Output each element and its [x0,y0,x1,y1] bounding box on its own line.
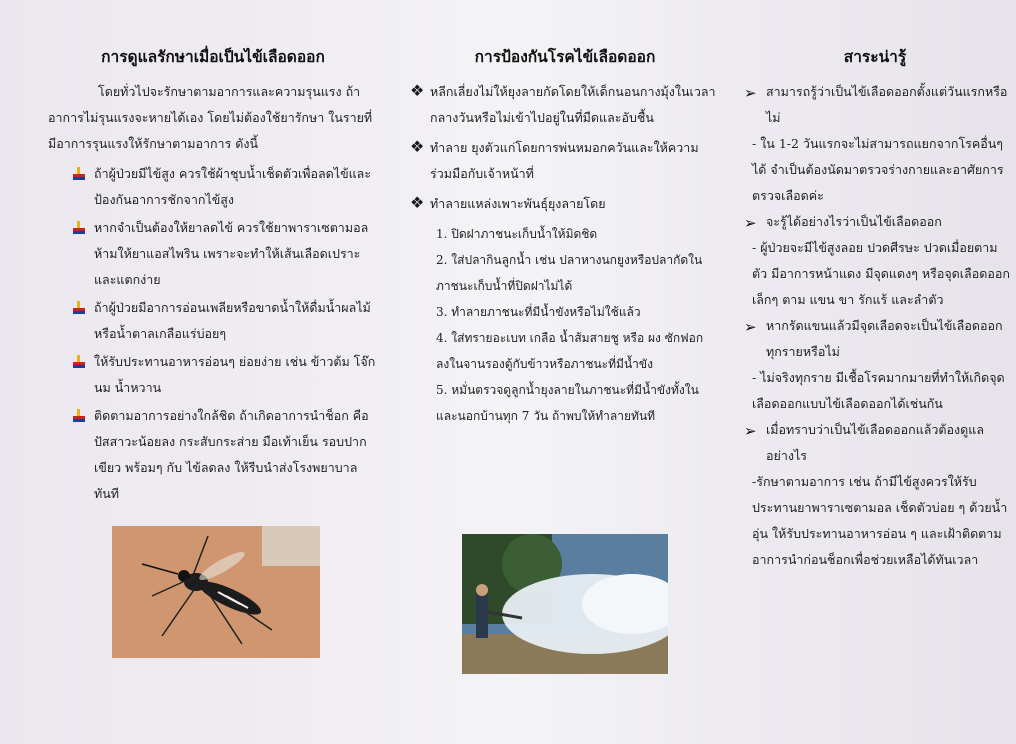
pointing-hand-icon [72,355,86,369]
breeding-step: 5. หมั่นตรวจดูลูกน้ำยุงลายในภาชนะที่มีน้ำขังทั้งในและนอกบ้านทุก 7 วัน ถ้าพบให้ทำลายทันที [436,383,699,423]
care-item [72,403,378,507]
fact-question: ➢ สามารถรู้ว่าเป็นไข้เลือดออกตั้งแต่วันแรกหรือไม่ [740,79,1010,131]
care-intro: โดยทั่วไปจะรักษาตามอาการและความรุนแรง ถ้าอาการไม่รุนแรงจะหายได้เอง โดยไม่ต้องใช้ยารักษา ในรายที่มีอาการรุนแรงให้รักษาตามอาการ ดังนี้ [48,84,373,151]
care-item [72,349,378,401]
fact-answer: - ผู้ป่วยจะมีไข้สูงลอย ปวดศีรษะ ปวดเมื่อยตามตัว มีอาการหน้าแดง มีจุดแดงๆ หรือจุดเลือดออกเล็กๆ ตาม แขน ขา รักแร้ และลำตัว [752,240,1010,307]
prevention-item-text: หลีกเลี่ยงไม่ให้ยุงลายกัดโดยให้เด็กนอนกางมุ้งในเวลากลางวันหรือไม่เข้าไปอยู่ในที่มืดและอับชื้น [430,84,716,125]
four-diamond-icon: ❖ [410,193,425,212]
breeding-step: 3. ทำลายภาชนะที่มีน้ำขังหรือไม่ใช้แล้ว [436,305,641,319]
care-list [48,161,378,507]
fact-question: ➢ เมื่อทราบว่าเป็นไข้เลือดออกแล้วต้องดูแลอย่างไร [740,417,1010,469]
prevention-item [410,79,720,131]
care-item-text: ให้รับประทานอาหารอ่อนๆ ย่อยง่าย เช่น ข้าวต้ม โจ๊ก นม น้ำหวาน [94,354,376,395]
fact-answer: - ไม่จริงทุกราย มีเชื้อโรคมากมายที่ทำให้เกิดจุดเลือดออกแบบไข้เลือดออกได้เช่นกัน [752,370,1005,411]
care-item [72,161,378,213]
breeding-step: 4. ใส่ทรายอะเบท เกลือ น้ำส้มสายชู หรือ ผง ซักฟอก ลงในจานรองตู้กับข้าวหรือภาชนะที่มีน้ำขัง [436,331,704,371]
fact-question: ➢ จะรู้ได้อย่างไรว่าเป็นไข้เลือดออก [740,209,1010,235]
mosquito-icon [112,526,320,658]
fogging-photo [462,534,668,674]
prevention-item [410,135,720,187]
facts-qa [740,79,1010,573]
four-diamond-icon: ❖ [410,137,425,156]
arrowhead-icon: ➢ [744,422,757,440]
care-column [48,44,378,509]
facts-column [740,44,1010,573]
pointing-hand-icon [72,301,86,315]
pointing-hand-icon [72,409,86,423]
arrowhead-icon: ➢ [744,84,757,102]
breeding-steps-list [410,221,720,429]
care-item-text: ติดตามอาการอย่างใกล้ชิด ถ้าเกิดอาการนำช็อก คือ ปัสสาวะน้อยลง กระสับกระส่าย มือเท้าเย็น รอบปากเขียว พร้อมๆ กับ ไข้ลดลง ให้รีบนำส่งโรงพยาบาลทันที [94,408,369,501]
care-item-text: หากจำเป็นต้องให้ยาลดไข้ ควรใช้ยาพาราเซตามอล ห้ามให้ยาแอสไพริน เพราะจะทำให้เส้นเลือดเปราะและแตกง่าย [94,220,369,287]
care-item-text: ถ้าผู้ป่วยมีไข้สูง ควรใช้ผ้าชุบน้ำเช็ดตัวเพื่อลดไข้และป้องกันอาการชักจากไข้สูง [94,166,372,207]
prevention-column [410,44,720,429]
fact-question: ➢ หากรัดแขนแล้วมีจุดเลือดจะเป็นไข้เลือดออกทุกรายหรือไม่ [740,313,1010,365]
fact-answer: -รักษาตามอาการ เช่น ถ้ามีไข้สูงควรให้รับประทานยาพาราเซตามอล เช็ดตัวบ่อย ๆ ด้วยน้ำอุ่น ให้รับประทานอาหารอ่อน ๆ และเฝ้าติดตามอาการนำก่อนช็อกเพื่อช่วยเหลือได้ทันเวลา [752,474,1008,567]
care-item-text: ถ้าผู้ป่วยมีอาการอ่อนเพลียหรือขาดน้ำให้ดื่มน้ำผลไม้หรือน้ำตาลเกลือแร่บ่อยๆ [94,300,371,341]
care-title: การดูแลรักษาเมื่อเป็นไข้เลือดออก [101,47,325,66]
breeding-step: 2. ใส่ปลากินลูกน้ำ เช่น ปลาหางนกยูงหรือปลากัดในภาชนะเก็บน้ำที่ปิดฝาไม่ได้ [436,253,703,293]
care-item [72,215,378,293]
fogging-icon [462,534,668,674]
prevention-item [410,191,720,217]
arrowhead-icon: ➢ [744,214,757,232]
pointing-hand-icon [72,167,86,181]
four-diamond-icon: ❖ [410,81,425,100]
pointing-hand-icon [72,221,86,235]
prevention-item-text: ทำลายแหล่งเพาะพันธุ์ยุงลายโดย [430,196,606,211]
fact-answer: - ใน 1-2 วันแรกจะไม่สามารถแยกจากโรคอื่นๆ ได้ จำเป็นต้องนัดมาตรวจร่างกายและอาศัยการตรวจเลือดค่ะ [752,136,1004,203]
breeding-step: 1. ปิดฝาภาชนะเก็บน้ำให้มิดชิด [436,227,598,241]
prevention-item-text: ทำลาย ยุงตัวแก่โดยการพ่นหมอกควันและให้ความร่วมมือกับเจ้าหน้าที่ [430,140,699,181]
prevention-title: การป้องกันโรคไข้เลือดออก [474,47,656,66]
care-item [72,295,378,347]
mosquito-photo [112,526,320,658]
arrowhead-icon: ➢ [744,318,757,336]
facts-title: สาระน่ารู้ [843,47,907,66]
